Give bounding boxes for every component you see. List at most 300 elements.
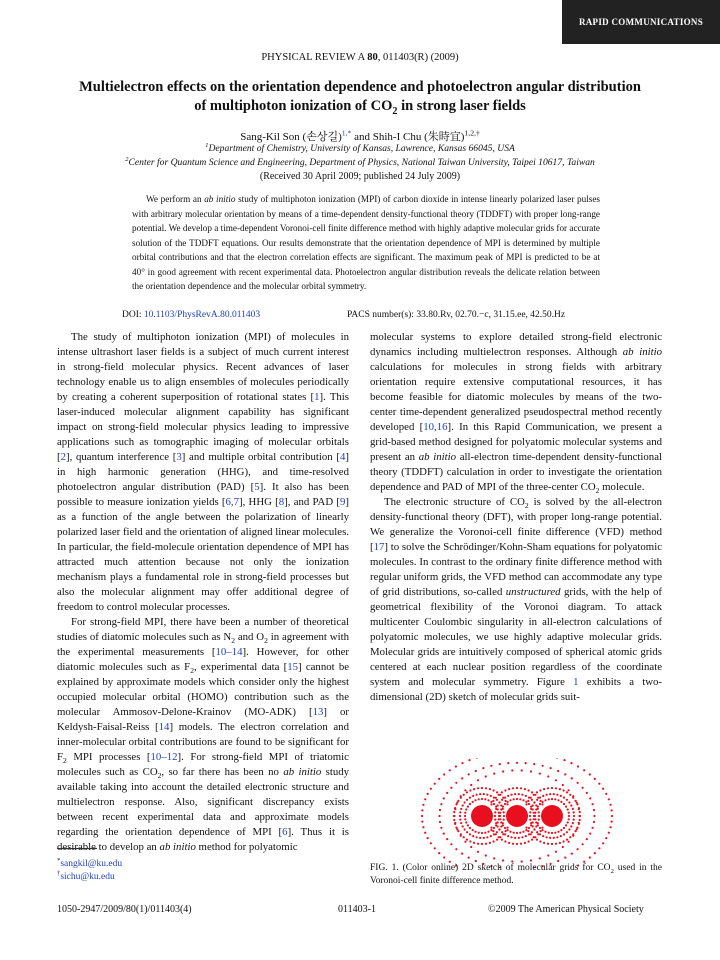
grid-point — [469, 797, 471, 799]
grid-point — [530, 797, 532, 799]
grid-point — [464, 801, 466, 803]
grid-point — [503, 815, 505, 817]
grid-point — [602, 842, 604, 844]
grid-point — [540, 800, 542, 802]
grid-point — [460, 833, 462, 835]
grid-point — [494, 811, 496, 813]
grid-point — [528, 803, 530, 805]
grid-point — [478, 798, 480, 800]
grid-point — [520, 843, 522, 845]
reference-link[interactable]: 15 — [287, 661, 299, 673]
grid-point — [477, 787, 479, 789]
affiliation-2 — [0, 157, 720, 168]
grid-point — [492, 830, 494, 832]
grid-point — [481, 798, 483, 800]
grid-point — [563, 803, 565, 805]
grid-point — [520, 787, 522, 789]
grid-point — [551, 798, 553, 800]
grid-point — [527, 830, 529, 832]
grid-point — [466, 799, 468, 801]
grid-point — [464, 828, 466, 830]
reference-link[interactable]: 10–14 — [215, 646, 243, 658]
grid-point — [556, 836, 558, 838]
grid-point — [566, 791, 568, 793]
grid-point — [568, 801, 570, 803]
email-link[interactable]: sichu@ku.edu — [60, 872, 115, 882]
grid-point — [538, 811, 540, 813]
grid-point — [543, 788, 545, 790]
grid-point — [605, 837, 607, 839]
grid-point — [563, 840, 565, 842]
grid-point — [539, 803, 541, 805]
grid-point — [573, 815, 575, 817]
author-list — [0, 128, 720, 144]
grid-point — [534, 801, 536, 803]
author-conjunction: and — [351, 131, 373, 143]
grid-point — [455, 803, 457, 805]
grid-point — [594, 778, 596, 780]
grid-point — [463, 794, 465, 796]
reference-link[interactable]: 10,16 — [423, 421, 448, 433]
abstract-italic: ab initio — [204, 194, 236, 204]
grid-point — [527, 800, 529, 802]
grid-point — [502, 806, 504, 808]
author-1-affil-link[interactable]: 1,* — [341, 128, 352, 138]
grid-point — [589, 773, 591, 775]
grid-point — [519, 832, 521, 834]
grid-point — [578, 823, 580, 825]
grid-point — [576, 827, 578, 829]
grid-point — [605, 793, 607, 795]
grid-point — [485, 854, 487, 856]
reference-link[interactable]: 8 — [278, 496, 285, 508]
grid-point — [422, 826, 424, 828]
grid-point — [493, 857, 495, 859]
grid-point — [509, 799, 511, 801]
grid-point — [547, 843, 549, 845]
grid-point — [443, 773, 445, 775]
grid-point — [512, 843, 514, 845]
grid-point — [443, 797, 445, 799]
grid-point — [461, 777, 463, 779]
grid-point — [579, 815, 581, 817]
abstract — [132, 192, 600, 294]
grid-point — [518, 837, 520, 839]
grid-point — [569, 836, 571, 838]
author-2: Shih-I Chu (朱時宜) — [372, 131, 465, 143]
figure-caption: FIG. 1. (Color online) 2D sketch of molecular grids for $CO_2$ used in the Voronoi-cell finite difference method. — [370, 863, 662, 886]
grid-point — [499, 801, 501, 803]
grid-point — [469, 827, 471, 829]
reference-link[interactable]: 9 — [340, 496, 346, 508]
grid-point — [525, 795, 527, 797]
grid-point — [560, 795, 562, 797]
grid-point — [504, 833, 506, 835]
grid-point — [593, 821, 595, 823]
grid-point — [539, 827, 541, 829]
grid-point — [534, 828, 536, 830]
received-date: (Received 30 April 2009; published 24 July 2009) — [259, 171, 461, 182]
grid-point — [455, 782, 457, 784]
grid-point — [557, 799, 559, 801]
grid-point — [421, 821, 423, 823]
grid-point — [466, 791, 468, 793]
grid-point — [482, 767, 484, 769]
grid-point — [464, 812, 466, 814]
grid-point — [529, 819, 531, 821]
grid-point — [501, 791, 503, 793]
grid-point — [533, 794, 535, 796]
grid-point — [536, 831, 538, 833]
grid-point — [566, 831, 568, 833]
grid-point — [554, 832, 556, 834]
reference-link[interactable]: 6,7 — [225, 496, 240, 508]
affiliation-2-text: Center for Quantum Science and Engineering, Department of Physics, National Taiwan University, Taipei 10617, Taiwan — [128, 157, 595, 168]
grid-point — [571, 777, 573, 779]
reference-link[interactable]: 2 — [60, 451, 67, 463]
grid-point — [516, 787, 518, 789]
grid-point — [516, 798, 518, 800]
grid-point — [464, 815, 466, 817]
grid-point — [481, 832, 483, 834]
grid-point — [438, 778, 440, 780]
grid-point — [499, 763, 501, 765]
grid-point — [507, 762, 509, 764]
grid-point — [582, 843, 584, 845]
grid-point — [525, 801, 527, 803]
grid-point — [465, 808, 467, 810]
grid-point — [535, 808, 537, 810]
grid-point — [450, 787, 452, 789]
footnote-1: *sangkil@ku.edu — [57, 856, 123, 869]
grid-point — [579, 811, 581, 813]
footnote-rule — [57, 848, 97, 849]
grid-point — [572, 808, 574, 810]
grid-point — [472, 801, 474, 803]
grid-point — [468, 759, 470, 761]
grid-point — [546, 836, 548, 838]
grid-point — [469, 833, 471, 835]
grid-point — [575, 800, 577, 802]
doi-line — [122, 310, 260, 320]
grid-point — [468, 857, 470, 859]
grid-point — [463, 836, 465, 838]
grid-point — [459, 815, 461, 817]
affiliation-2-number: 2 — [125, 155, 129, 163]
grid-point — [559, 842, 561, 844]
grid-point — [537, 824, 539, 826]
grid-point — [568, 818, 570, 820]
grid-point — [457, 830, 459, 832]
grid-point — [594, 852, 596, 854]
grid-point — [467, 824, 469, 826]
grid-point — [576, 803, 578, 805]
grid-point — [608, 832, 610, 834]
grid-point — [569, 794, 571, 796]
grid-point — [497, 804, 499, 806]
grid-point — [459, 811, 461, 813]
paragraph: For strong-field MPI, there have been a number of theoretical studies of diatomic molecules such as $N_2$ and $O_2$ in agreement with the experimental measurements [10–14]. However, for other diatomic molecules such as $F_2$, experimental data [15] cannot be explained by approximate models which consider only the highest occupied molecular orbital (HOMO) contribution such as the molecular Ammosov-Delone-Krainov (MO-ADK) [13] or Keldysh-Faisal-Reiss [14] models. The electron correlation and inner-molecular orbital contributions are found to be significant for $F_2$ MPI processes [10–12]. For strong-field MPI of triatomic molecules such as $CO_2$, so far there has been no ab initio study available taking into account the detailed electronic structure and multielectron response. Also, significant discrepancy exists between recent experimental data and approximate models regarding the orientation dependence of MPI [6]. Thus it is desirable to develop an ab initio method for polyatomic — [57, 616, 350, 853]
molecular-grid-figure — [412, 758, 622, 868]
grid-point — [553, 837, 555, 839]
grid-point — [470, 784, 472, 786]
grid-point — [493, 773, 495, 775]
grid-point — [469, 789, 471, 791]
grid-point — [478, 832, 480, 834]
grid-point — [524, 842, 526, 844]
grid-point — [586, 792, 588, 794]
grid-point — [547, 787, 549, 789]
grid-point — [577, 848, 579, 850]
grid-point — [563, 789, 565, 791]
grid-point — [531, 791, 533, 793]
grid-point — [563, 833, 565, 835]
grid-point — [549, 837, 551, 839]
grid-point — [544, 799, 546, 801]
grid-point — [477, 779, 479, 781]
grid-point — [570, 804, 572, 806]
grid-point — [571, 853, 573, 855]
grid-point — [461, 762, 463, 764]
grid-point — [484, 832, 486, 834]
grid-point — [528, 827, 530, 829]
grid-point — [430, 842, 432, 844]
grid-point — [438, 815, 440, 817]
figure-link[interactable]: 1 — [573, 676, 579, 688]
reference-link[interactable]: 1 — [314, 391, 320, 403]
grid-point — [438, 852, 440, 854]
grid-point — [534, 812, 536, 814]
grid-point — [572, 833, 574, 835]
grid-point — [502, 770, 504, 772]
grid-point — [499, 815, 501, 817]
reference-link[interactable]: 17 — [373, 541, 385, 553]
grid-point — [524, 788, 526, 790]
grid-point — [507, 795, 509, 797]
grid-point — [457, 800, 459, 802]
grid-point — [573, 811, 575, 813]
grid-point — [555, 851, 557, 853]
grid-point — [518, 793, 520, 795]
reference-link[interactable]: 4 — [339, 451, 346, 463]
grid-point — [505, 800, 507, 802]
grid-point — [506, 827, 508, 829]
grid-point — [500, 808, 502, 810]
title-line-2a: of multiphoton ionization of CO — [194, 98, 393, 114]
grid-point — [537, 806, 539, 808]
grid-point — [553, 793, 555, 795]
grid-point — [460, 822, 462, 824]
atomic-grid-core — [541, 805, 563, 827]
affiliation-1-number: 1 — [205, 141, 209, 149]
grid-point — [454, 807, 456, 809]
grid-point — [483, 793, 485, 795]
title-line-2b: in strong laser fields — [397, 98, 526, 114]
grid-point — [563, 797, 565, 799]
grid-point — [466, 831, 468, 833]
grid-point — [589, 833, 591, 835]
grid-point — [564, 857, 566, 859]
reference-link[interactable]: 3 — [176, 451, 182, 463]
grid-point — [570, 825, 572, 827]
grid-point — [511, 836, 513, 838]
grid-point — [543, 842, 545, 844]
grid-point — [477, 851, 479, 853]
grid-point — [555, 787, 557, 789]
grid-point — [555, 779, 557, 781]
grid-point — [563, 827, 565, 829]
grid-point — [551, 843, 553, 845]
grid-point — [501, 839, 503, 841]
grid-point — [494, 815, 496, 817]
grid-point — [566, 799, 568, 801]
abstract-text: We perform an — [146, 194, 205, 204]
reference-link[interactable]: 13 — [312, 706, 324, 718]
grid-point — [504, 797, 506, 799]
grid-point — [455, 765, 457, 767]
grid-point — [473, 788, 475, 790]
grid-point — [547, 775, 549, 777]
grid-point — [562, 784, 564, 786]
grid-point — [611, 821, 613, 823]
grid-point — [565, 806, 567, 808]
grid-point — [540, 830, 542, 832]
grid-point — [593, 815, 595, 817]
grid-point — [507, 801, 509, 803]
grid-point — [472, 835, 474, 837]
grid-point — [465, 821, 467, 823]
grid-point — [489, 842, 491, 844]
reference-link[interactable]: 6 — [282, 826, 288, 838]
affiliation-1-text: Department of Chemistry, University of Kansas, Lawrence, Kansas 66045, USA — [208, 143, 515, 154]
grid-point — [557, 770, 559, 772]
grid-point — [446, 792, 448, 794]
journal-name: PHYSICAL REVIEW A — [261, 52, 365, 63]
grid-point — [578, 807, 580, 809]
grid-point — [539, 833, 541, 835]
doi-label: DOI: — [122, 310, 144, 320]
grid-point — [589, 856, 591, 858]
grid-point — [542, 765, 544, 767]
grid-point — [582, 787, 584, 789]
grid-point — [499, 828, 501, 830]
grid-point — [421, 815, 423, 817]
grid-point — [542, 829, 544, 831]
grid-point — [560, 801, 562, 803]
grid-point — [532, 804, 534, 806]
journal-volume: 80 — [367, 52, 378, 63]
grid-point — [610, 804, 612, 806]
grid-point — [427, 837, 429, 839]
grid-point — [490, 827, 492, 829]
grid-point — [494, 819, 496, 821]
grid-point — [506, 803, 508, 805]
grid-point — [443, 833, 445, 835]
grid-point — [486, 794, 488, 796]
grid-point — [501, 831, 503, 833]
grid-point — [573, 819, 575, 821]
grid-point — [546, 794, 548, 796]
grid-point — [476, 836, 478, 838]
grid-point — [577, 782, 579, 784]
title-line-1: Multielectron effects on the orientation dependence and photoelectron angular distribution — [79, 79, 641, 95]
grid-point — [531, 799, 533, 801]
grid-point — [493, 840, 495, 842]
grid-point — [462, 825, 464, 827]
grid-point — [460, 797, 462, 799]
grid-point — [533, 836, 535, 838]
grid-point — [592, 827, 594, 829]
grid-point — [568, 812, 570, 814]
grid-point — [563, 759, 565, 761]
grid-point — [575, 830, 577, 832]
grid-point — [541, 827, 543, 829]
grid-point — [562, 846, 564, 848]
doi-link[interactable]: 10.1103/PhysRevA.80.011403 — [143, 310, 261, 320]
grid-point — [539, 773, 541, 775]
grid-point — [500, 821, 502, 823]
grid-point — [513, 832, 515, 834]
grid-point — [498, 794, 500, 796]
grid-point — [556, 794, 558, 796]
reference-link[interactable]: 14 — [158, 721, 170, 733]
grid-point — [424, 832, 426, 834]
paper-title — [60, 78, 660, 116]
grid-point — [534, 818, 536, 820]
author-1: Sang-Kil Son (손상길) — [240, 131, 342, 143]
grid-point — [549, 793, 551, 795]
reference-link[interactable]: 10–12 — [150, 751, 178, 763]
grid-point — [534, 815, 536, 817]
grid-point — [555, 843, 557, 845]
grid-point — [547, 854, 549, 856]
grid-point — [551, 787, 553, 789]
grid-point — [498, 836, 500, 838]
grid-point — [496, 831, 498, 833]
grid-point — [479, 793, 481, 795]
author-2-affil: 1,2,† — [464, 128, 480, 138]
grid-point — [495, 797, 497, 799]
grid-point — [486, 836, 488, 838]
paragraph: The electronic structure of $CO_2$ is solved by the all-electron density-functional theory (DFT), with proper long-range potential. We generalize the Voronoi-cell finite difference (VFD) method [17] to solve the Schrödinger/Kohn-Sham equations for polyatomic molecules. In contrast to the ordinary finite difference method with regular uniform grids, the VFD method can accommodate any type of grid distributions, so-called unstructured grids, with the help of geometrical flexibility of the Voronoi diagram. To attack multicenter Coulombic singularity in all-electron calculations of polyatomic molecules, we use highly adaptive molecular grids. Molecular grids are intuitively composed of spherical atomic grids centered at each nuclear position regardless of the coordinate system and molecular symmetry. Figure 1 exhibits a two-dimensional (2D) sketch of molecular grids suit- — [370, 496, 662, 703]
grid-point — [496, 799, 498, 801]
grid-point — [541, 803, 543, 805]
grid-point — [461, 853, 463, 855]
grid-point — [495, 833, 497, 835]
grid-point — [536, 839, 538, 841]
grid-point — [485, 775, 487, 777]
grid-point — [522, 799, 524, 801]
grid-point — [511, 769, 513, 771]
grid-point — [490, 803, 492, 805]
grid-point — [551, 832, 553, 834]
grid-point — [468, 773, 470, 775]
reference-link[interactable]: 5 — [254, 481, 260, 493]
grid-point — [446, 838, 448, 840]
grid-point — [538, 815, 540, 817]
grid-point — [443, 856, 445, 858]
grid-point — [508, 842, 510, 844]
body-column-left — [57, 330, 349, 855]
grid-point — [455, 848, 457, 850]
grid-point — [490, 829, 492, 831]
grid-point — [536, 791, 538, 793]
grid-point — [490, 765, 492, 767]
grid-point — [566, 839, 568, 841]
grid-point — [539, 789, 541, 791]
email-link[interactable]: sangkil@ku.edu — [60, 859, 123, 869]
grid-point — [467, 806, 469, 808]
